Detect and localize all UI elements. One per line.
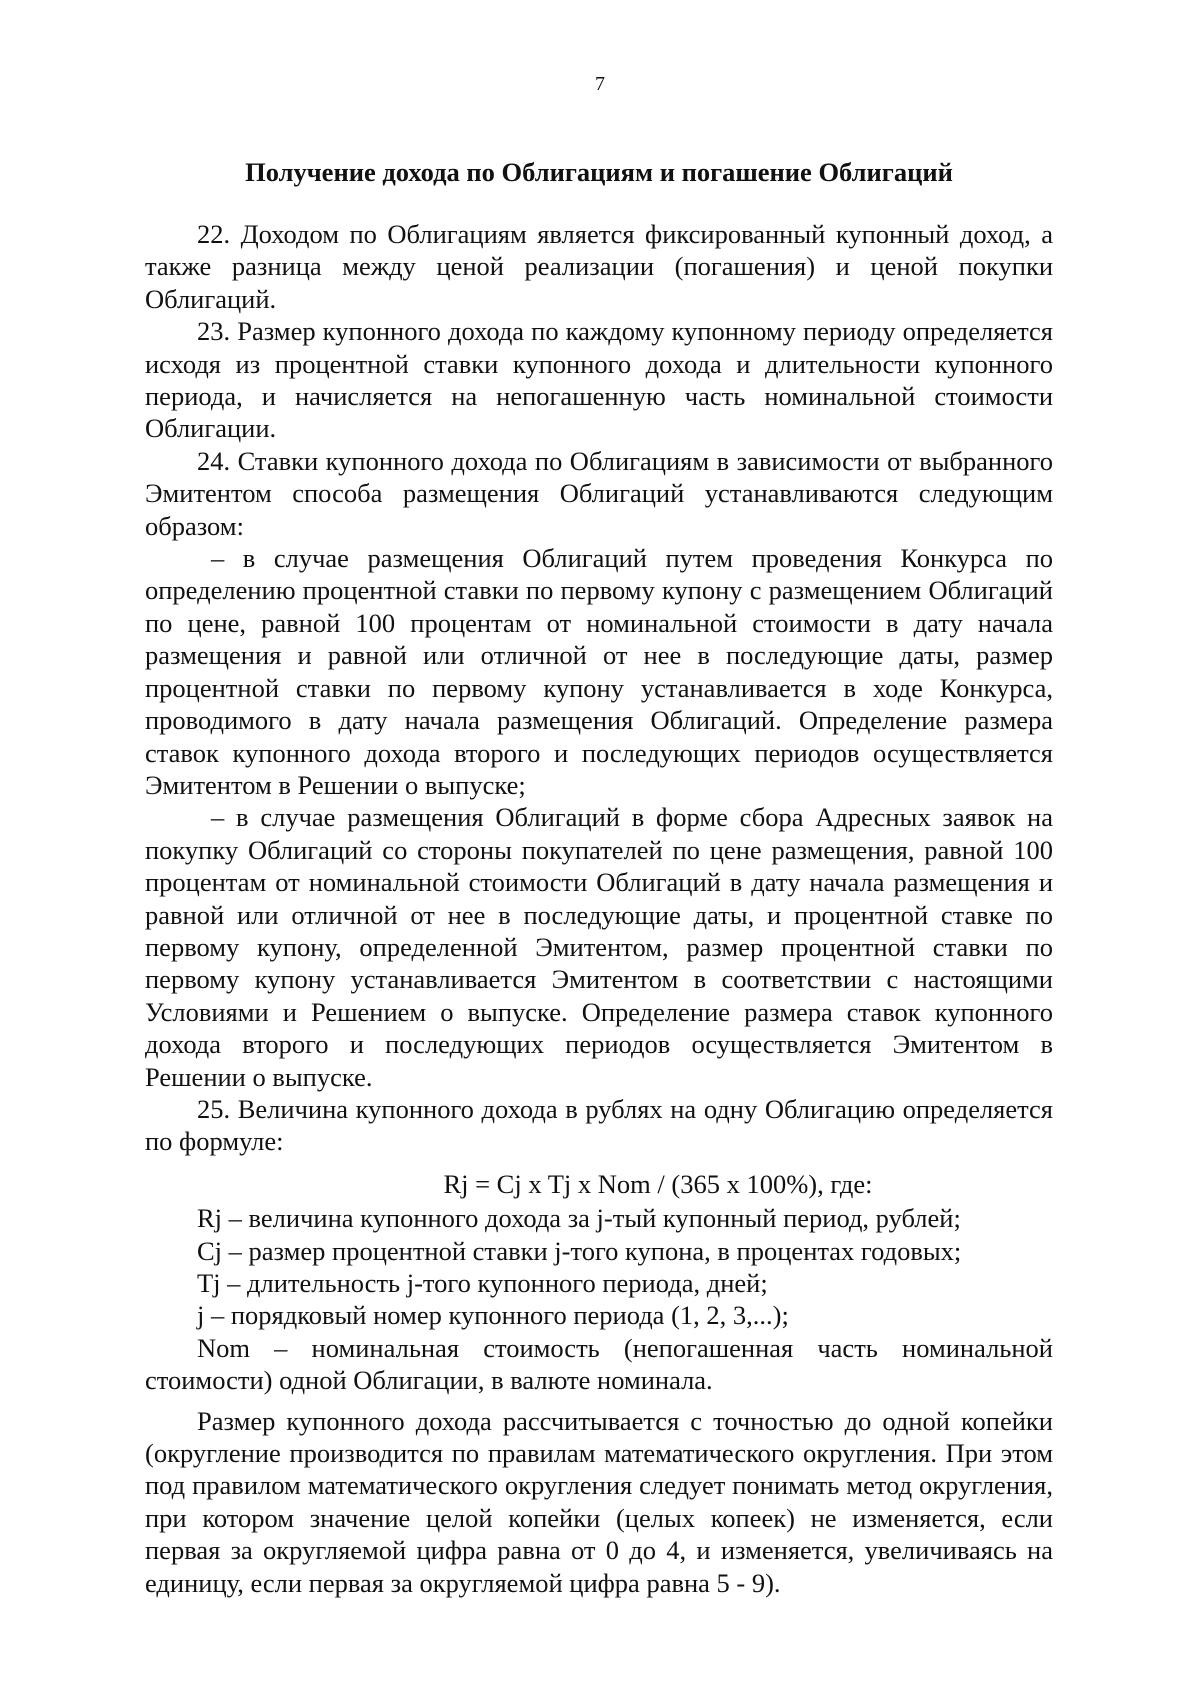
paragraph-24-item-bookbuilding: – в случае размещения Облигаций в форме сбора Адресных заявок на покупку Облигаций со стороны покупателей по цене размещения, равной 100 процентам от номинальной стоимости Облигаций в дату начала размещения и равной или отличной от нее в последующие даты, и процентной ставке по первому купону, определенной Эмитентом, размер процентной ставки по первому купону устанавливается Эмитентом в соответствии с настоящими Условиями и Решением о выпуске. Определение размера ставок купонного дохода второго и последующих периодов осуществляется Эмитентом в Решении о выпуске.	[145, 802, 1053, 1092]
paragraph-25: 25. Величина купонного дохода в рублях на одну Облигацию определяется по формуле:	[145, 1093, 1053, 1157]
definition-j: j – порядковый номер купонного периода (1, 2, 3,...);	[197, 1300, 789, 1331]
paragraph-23: 23. Размер купонного дохода по каждому купонному периоду определяется исходя из процентной ставки купонного дохода и длительности купонного периода, и начисляется на непогашенную часть номинальной стоимости Облигации.	[145, 316, 1053, 444]
section-title: Получение дохода по Облигациям и погашение Облигаций	[245, 157, 953, 187]
rounding-rule-paragraph: Размер купонного дохода рассчитывается с точностью до одной копейки (округление производится по правилам математического округления. При этом под правилом математического округления следует понимать метод округления, при котором значение целой копейки (целых копеек) не изменяется, если первая за округляемой цифра равна от 0 до 4, и изменяется, увеличиваясь на единицу, если первая за округляемой цифра равна 5 - 9).	[145, 1405, 1053, 1598]
definition-rj: Rj – величина купонного дохода за j-тый купонный период, рублей;	[197, 1203, 961, 1234]
document-body	[145, 218, 1053, 1599]
page-number: 7	[595, 73, 605, 95]
definition-cj: Cj – размер процентной ставки j-того купона, в процентах годовых;	[197, 1235, 962, 1266]
definition-nom: Nom – номинальная стоимость (непогашенная часть номинальной стоимости) одной Облигации, в валюте номинала.	[145, 1332, 1053, 1396]
definition-tj: Tj – длительность j-того купонного периода, дней;	[197, 1268, 768, 1298]
coupon-formula: Rj = Cj x Tj x Nom / (365 x 100%), где:	[443, 1168, 873, 1199]
paragraph-22: 22. Доходом по Облигациям является фиксированный купонный доход, а также разница между ценой реализации (погашения) и ценой покупки Облигаций.	[145, 219, 1053, 314]
paragraph-24-item-contest: – в случае размещения Облигаций путем проведения Конкурса по определению процентной ставки по первому купону с размещением Облигаций по цене, равной 100 процентам от номинальной стоимости в дату начала размещения и равной или отличной от нее в последующие даты, размер процентной ставки по первому купону устанавливается в ходе Конкурса, проводимого в дату начала размещения Облигаций. Определение размера ставок купонного дохода второго и последующих периодов осуществляется Эмитентом в Решении о выпуске;	[145, 543, 1053, 800]
paragraph-24: 24. Ставки купонного дохода по Облигациям в зависимости от выбранного Эмитентом способа размещения Облигаций устанавливаются следующим образом:	[145, 445, 1053, 541]
